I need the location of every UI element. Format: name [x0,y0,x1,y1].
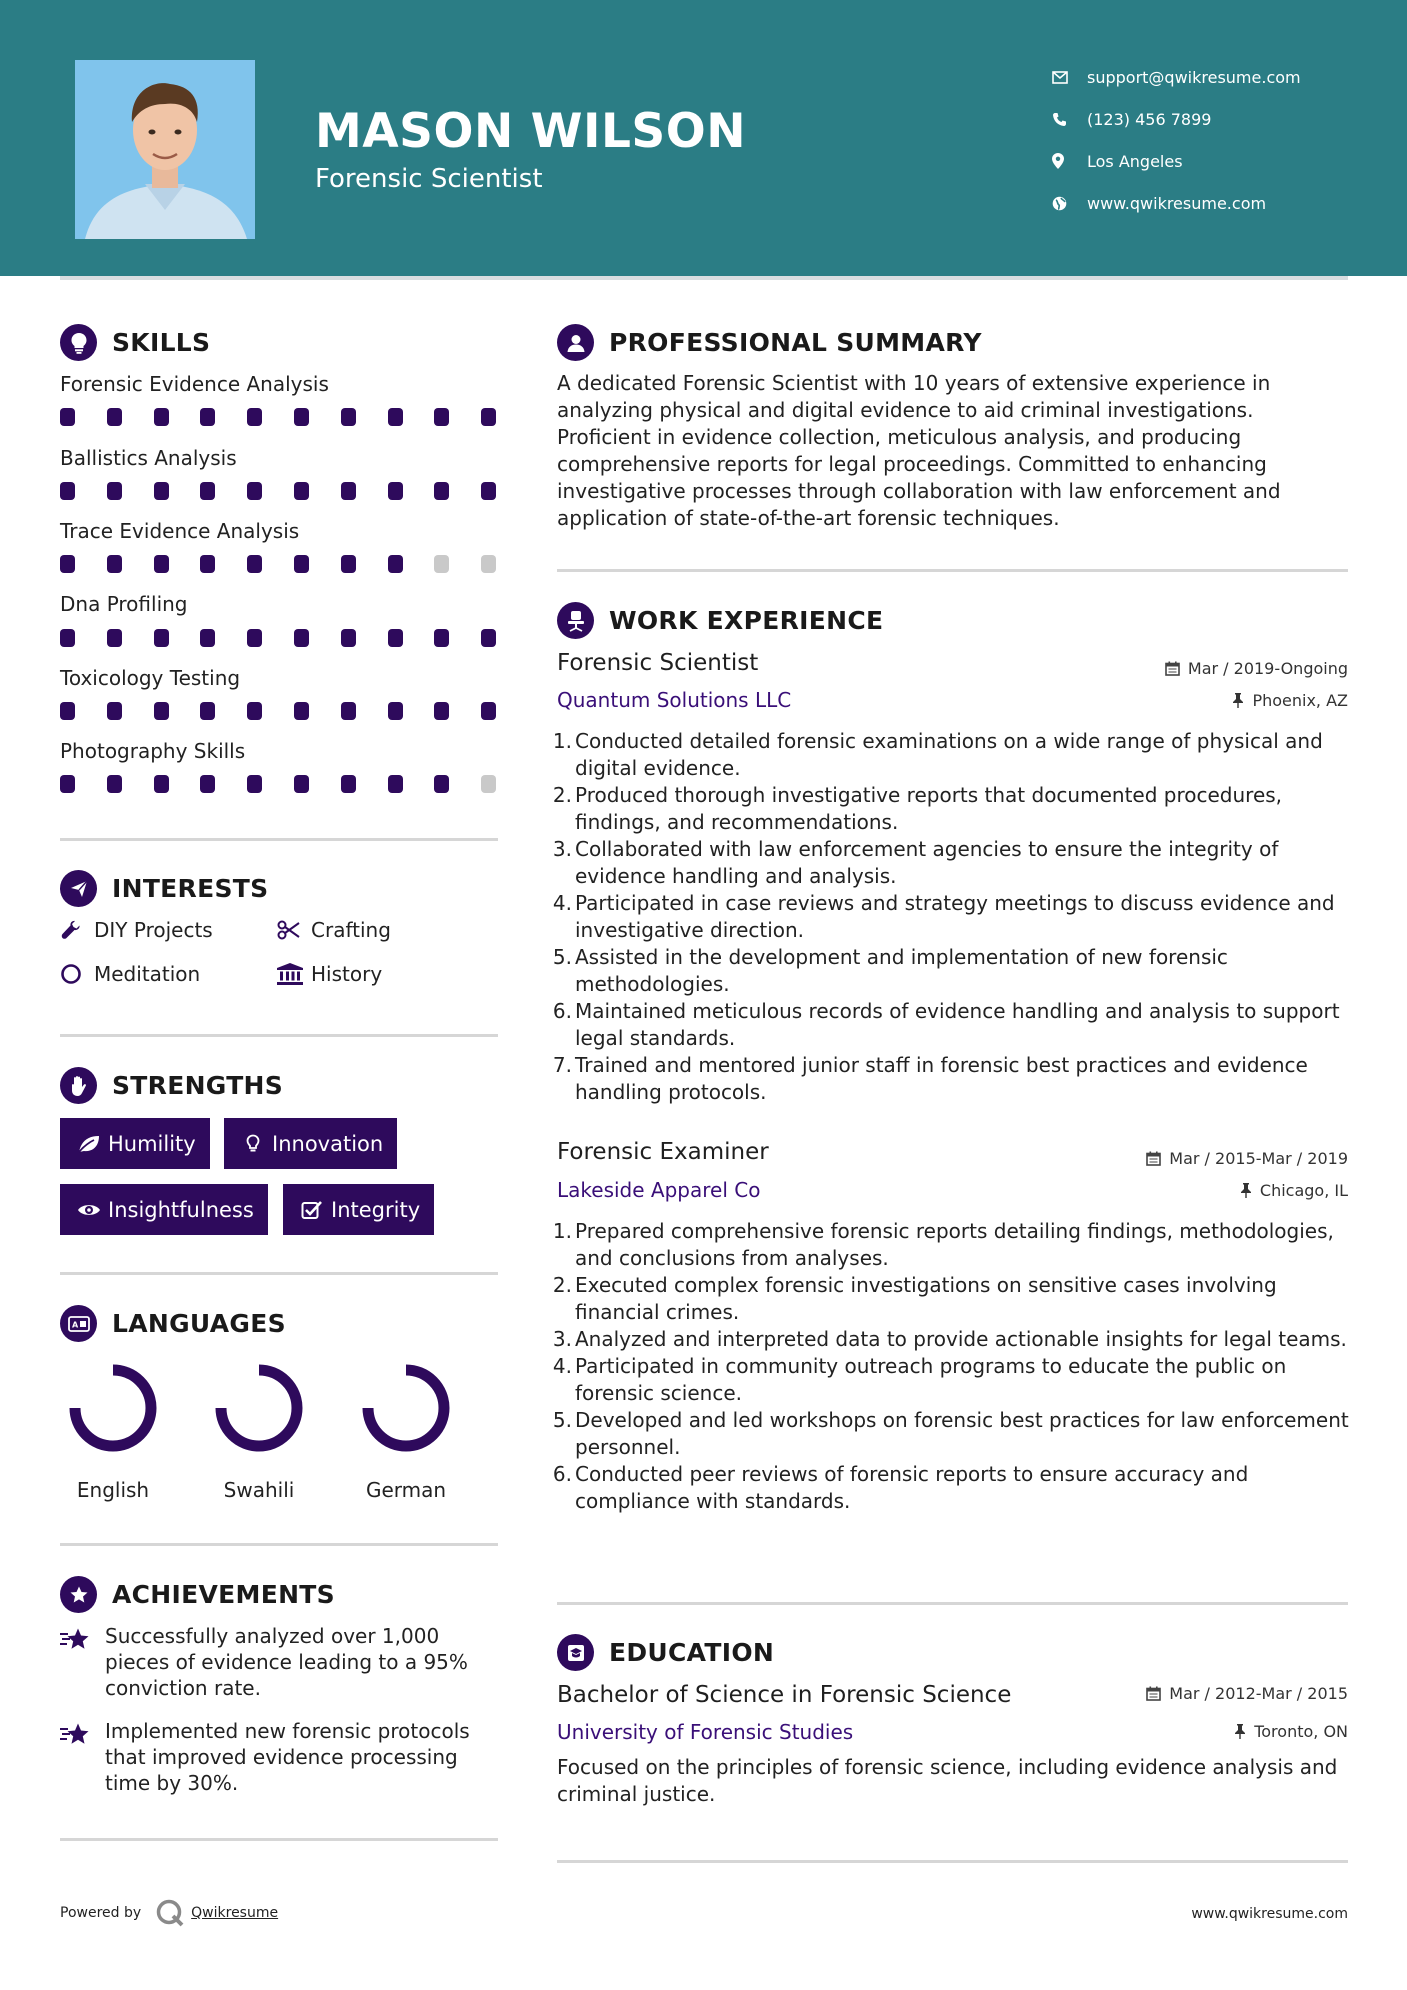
skill-rating [60,408,500,428]
contact-email-text: support@qwikresume.com [1087,67,1301,87]
resume-header [0,0,1407,276]
rating-dot-filled [107,555,122,573]
rating-dot-filled [200,408,215,426]
language-level-arc [75,1370,151,1446]
rating-dot-filled [200,555,215,573]
rating-dot-filled [481,408,496,426]
job-duties [552,1218,1352,1515]
education-location: Toronto, ON [1234,1722,1348,1741]
achievement-item: Successfully analyzed over 1,000 pieces of evidence leading to a 95% conviction rate. [60,1623,500,1701]
rating-dot-filled [341,775,356,793]
rating-dot-filled [200,702,215,720]
rating-dot-empty [434,555,449,573]
calendar-icon [1146,1151,1161,1166]
interest-item: History [277,962,382,986]
education-dates: Mar / 2012-Mar / 2015 [1146,1684,1348,1703]
office-chair-icon [557,602,594,639]
strength-badge: Innovation [224,1118,397,1169]
rating-dot-filled [60,702,75,720]
contact-website[interactable] [1050,182,1380,224]
language-progress-ring [209,1358,309,1458]
section-divider [60,1272,498,1275]
star-icon [60,1718,105,1796]
language-item [346,1358,466,1502]
rating-dot-filled [60,408,75,426]
skill-rating [60,775,500,795]
rating-dot-filled [107,702,122,720]
duty-item: 6. Maintained meticulous records of evidence handling and analysis to support legal standards. [552,999,1340,1050]
graduate-icon [557,1634,594,1671]
rating-dot-filled [60,482,75,500]
rating-dot-filled [294,555,309,573]
strength-badge: Insightfulness [60,1184,268,1235]
section-divider [557,569,1348,572]
rating-dot-filled [434,702,449,720]
job-dates: Mar / 2019-Ongoing [1165,659,1348,678]
star-badge-icon [60,1576,97,1613]
rating-dot-filled [388,629,403,647]
skill-name: Photography Skills [60,739,246,763]
rating-dot-filled [294,775,309,793]
wrench-icon [60,919,94,941]
skills-heading: SKILLS [60,324,210,361]
languages-heading: A LANGUAGES [60,1305,286,1342]
skill-rating [60,629,500,649]
profile-photo [75,60,255,239]
skill-name: Ballistics Analysis [60,446,237,470]
rating-dot-filled [481,482,496,500]
achievement-item: Implemented new forensic protocols that improved evidence processing time by 30%. [60,1718,500,1796]
strength-badge: Integrity [283,1184,434,1235]
rating-dot-filled [341,482,356,500]
rating-dot-filled [388,408,403,426]
rating-dot-filled [154,408,169,426]
duty-item: 7. Trained and mentored junior staff in forensic best practices and evidence handling protocols. [552,1053,1308,1104]
language-progress-ring [63,1358,163,1458]
rating-dot-filled [388,482,403,500]
rating-dot-filled [388,775,403,793]
contact-website-text: www.qwikresume.com [1087,193,1267,213]
duty-item: 4. Participated in case reviews and strategy meetings to discuss evidence and investigative direction. [552,891,1335,942]
skill-name: Dna Profiling [60,592,188,616]
footer-brand-link[interactable]: Qwikresume [191,1905,279,1921]
skill-rating [60,482,500,502]
summary-text: A dedicated Forensic Scientist with 10 years of extensive experience in analyzing physical and digital evidence to aid criminal investigations. Proficient in evidence collection, meticulous analysis, and producing comprehensive reports for legal proceedings. Committed to enhancing investigative processes through collaboration with law enforcement and application of state-of-the-art forensic techniques. [557,371,1281,530]
interest-item: Meditation [60,962,200,986]
school-name: University of Forensic Studies [557,1720,854,1744]
language-item [199,1358,319,1502]
duty-item: 3. Collaborated with law enforcement agencies to ensure the integrity of evidence handling and analysis. [552,837,1279,888]
rating-dot-filled [107,775,122,793]
rating-dot-filled [388,702,403,720]
rating-dot-filled [107,482,122,500]
rating-dot-filled [341,702,356,720]
skill-rating [60,702,500,722]
duty-item: 4. Participated in community outreach programs to educate the public on forensic science. [552,1354,1287,1405]
duty-item: 5. Assisted in the development and implementation of new forensic methodologies. [552,945,1228,996]
leaf-icon [70,1134,108,1154]
job-title: Forensic Scientist [557,650,759,676]
circle-icon [60,963,94,985]
job-location: Chicago, IL [1240,1181,1348,1200]
candidate-name: MASON WILSON [315,104,747,159]
language-level-arc [221,1370,297,1446]
contact-phone[interactable] [1050,98,1380,140]
pushpin-icon [1232,693,1244,708]
duty-item: 2. Executed complex forensic investigations on sensitive cases involving financial crimes. [552,1273,1277,1324]
header-divider [60,276,1348,280]
rating-dot-filled [247,408,262,426]
rating-dot-filled [434,408,449,426]
skill-name: Trace Evidence Analysis [60,519,300,543]
rating-dot-filled [294,482,309,500]
rating-dot-filled [154,775,169,793]
rating-dot-filled [294,408,309,426]
phone-icon [1050,112,1087,127]
rating-dot-filled [247,775,262,793]
lightbulb-icon [60,324,97,361]
summary-heading: PROFESSIONAL SUMMARY [557,324,982,361]
rating-dot-filled [341,629,356,647]
rating-dot-filled [107,629,122,647]
rating-dot-filled [434,775,449,793]
language-level-arc [368,1370,444,1446]
rating-dot-filled [481,702,496,720]
job-duties [552,728,1352,1106]
globe-icon [1050,196,1087,211]
rating-dot-filled [294,702,309,720]
institution-icon [277,963,311,985]
rating-dot-filled [341,408,356,426]
skill-rating [60,555,500,575]
rating-dot-filled [60,775,75,793]
duty-item: 5. Developed and led workshops on forensic best practices for law enforcement personnel. [552,1408,1349,1459]
rating-dot-filled [247,702,262,720]
language-item [53,1358,173,1502]
qwikresume-logo-icon [155,1898,185,1928]
contact-location-text: Los Angeles [1087,151,1183,171]
svg-text:A: A [71,1320,78,1329]
calendar-icon [1146,1686,1161,1701]
user-icon [557,324,594,361]
rating-dot-filled [247,629,262,647]
interests-heading: INTERESTS [60,870,268,907]
rating-dot-filled [60,629,75,647]
rating-dot-filled [434,629,449,647]
interest-item: DIY Projects [60,918,213,942]
job-dates: Mar / 2015-Mar / 2019 [1146,1149,1348,1168]
strengths-heading: STRENGTHS [60,1067,283,1104]
check-square-icon [293,1200,331,1220]
calendar-icon [1165,661,1180,676]
duty-item: 1. Prepared comprehensive forensic reports detailing findings, methodologies, and conclusions from analyses. [552,1219,1334,1270]
pushpin-icon [1234,1724,1246,1739]
scissors-icon [277,920,311,940]
rating-dot-filled [247,482,262,500]
contact-list [1050,56,1380,224]
job-company: Lakeside Apparel Co [557,1178,761,1202]
achievements-heading: ACHIEVEMENTS [60,1576,335,1613]
section-divider [60,1543,498,1546]
rating-dot-filled [154,555,169,573]
footer-powered-by: Powered by Qwikresume [60,1898,278,1928]
job-location: Phoenix, AZ [1232,691,1348,710]
rating-dot-filled [154,629,169,647]
rating-dot-empty [481,555,496,573]
rating-dot-filled [200,629,215,647]
duty-item: 3. Analyzed and interpreted data to provide actionable insights for legal teams. [552,1327,1347,1351]
skill-name: Toxicology Testing [60,666,241,690]
lightbulb-icon [234,1134,272,1154]
contact-location [1050,140,1380,182]
rating-dot-filled [107,408,122,426]
language-name: German [365,1478,447,1502]
rating-dot-filled [60,555,75,573]
footer-website[interactable]: www.qwikresume.com [1191,1906,1348,1922]
job-company: Quantum Solutions LLC [557,688,792,712]
rating-dot-filled [247,555,262,573]
rating-dot-filled [154,702,169,720]
map-pin-icon [1050,153,1087,169]
experience-heading: WORK EXPERIENCE [557,602,883,639]
contact-email[interactable] [1050,56,1380,98]
section-divider [60,838,498,841]
envelope-icon [1050,71,1087,84]
skill-name: Forensic Evidence Analysis [60,372,329,396]
language-name: Swahili [223,1478,295,1502]
pushpin-icon [1240,1183,1252,1198]
rating-dot-filled [481,629,496,647]
section-divider [557,1602,1348,1605]
degree-title: Bachelor of Science in Forensic Science [557,1682,1012,1708]
rating-dot-empty [481,775,496,793]
language-card-icon [60,1305,97,1342]
language-name: English [76,1478,150,1502]
rating-dot-filled [341,555,356,573]
rating-dot-filled [434,482,449,500]
contact-phone-text: (123) 456 7899 [1087,109,1212,129]
education-heading: EDUCATION [557,1634,774,1671]
duty-item: 6. Conducted peer reviews of forensic reports to ensure accuracy and compliance with standards. [552,1462,1249,1513]
interest-item: Crafting [277,918,391,942]
hand-icon [60,1067,97,1104]
education-description: Focused on the principles of forensic science, including evidence analysis and criminal justice. [557,1755,1338,1806]
candidate-title: Forensic Scientist [315,164,543,194]
rating-dot-filled [200,482,215,500]
language-progress-ring [356,1358,456,1458]
star-icon [60,1623,105,1701]
rating-dot-filled [154,482,169,500]
rating-dot-filled [388,555,403,573]
duty-item: 2. Produced thorough investigative reports that documented procedures, findings, and recommendations. [552,783,1283,834]
eye-icon [70,1202,108,1218]
rating-dot-filled [200,775,215,793]
paper-plane-icon [60,870,97,907]
section-divider [60,1838,498,1841]
section-divider [557,1860,1348,1863]
rating-dot-filled [294,629,309,647]
strength-badge: Humility [60,1118,210,1169]
duty-item: 1. Conducted detailed forensic examinations on a wide range of physical and digital evidence. [552,729,1323,780]
job-title: Forensic Examiner [557,1139,769,1165]
section-divider [60,1034,498,1037]
